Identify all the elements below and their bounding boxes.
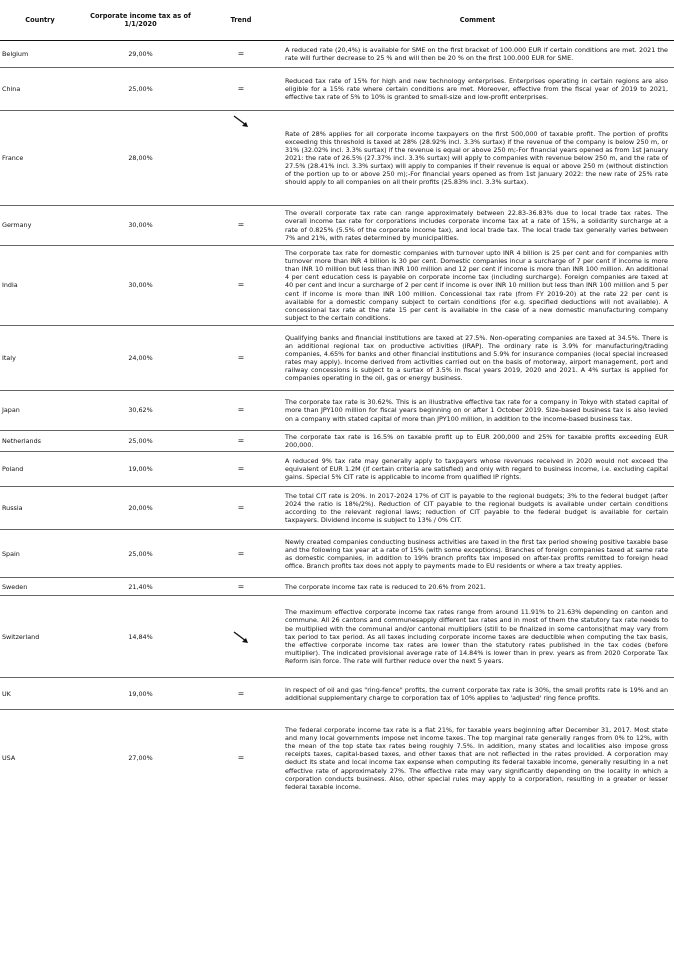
trend-equal: =: [237, 581, 245, 591]
table-row: [0, 596, 674, 678]
rate-cell: 30,00%: [128, 221, 153, 230]
rate-cell: 14,84%: [128, 632, 153, 641]
country-cell: Japan: [2, 406, 20, 415]
trend-cell: [201, 710, 281, 807]
trend-cell: [201, 596, 281, 678]
comment-cell: The maximum effective corporate income tax rates range from around 11.91% to 21.63% depending on canton and commune. All 26 cantons and communesapply different tax rates and in most of them the statutory tax rate needs to be multiplied with the communal and/or cantonal multipliers (still to be finalized in some cantons)that may vary from tax period to tax period. As all taxes including corporate income taxes are deductible when computing the tax basis, the effective corporate income tax rates are lower than the statutory rates published in the tax codes (before multiplier). The indicated provisional average rate of 14.84% is lower than in prev. years as from 2020 Corporate Tax Reform isin force. The rate will further reduce over the next 5 years.: [285, 608, 668, 665]
country-cell: Italy: [2, 353, 16, 362]
trend-equal: =: [237, 503, 245, 513]
rate-cell: 19,00%: [128, 465, 153, 474]
table-row: [0, 111, 674, 206]
trend-cell: [201, 111, 281, 206]
rate-cell: 20,00%: [128, 504, 153, 513]
comment-cell: A reduced 9% tax rate may generally apply to taxpayers whose revenues received in 2020 would not exceed the equivalent of EUR 1.2M (if certain criteria are satisfied) and only with regard to business income, i.e. excluding capital gains. Special 5% CIT rate is applicable to income from qualified IP rights.: [285, 457, 668, 482]
trend-equal: =: [237, 220, 245, 230]
arrow-down-right-icon: [232, 630, 250, 644]
header-trend: Trend: [230, 15, 252, 24]
comment-cell: In respect of oil and gas "ring-fence" profits, the current corporate tax rate is 30%, the small profits rate is 19% and an additional supplementary charge to corporation tax of 10% applies to 'adjusted' ring fence profits.: [285, 685, 668, 702]
comment-cell: Rate of 28% applies for all corporate income taxpayers on the first 500,000 of taxable profit. The portion of profits exceeding this threshold is taxed at 28% (28.92% incl. 3.3% surtax) if the revenue of the company is below 250 m, or 31% (32.02% incl. 3.3% surtax) if the revenue is equal or above 250 m;-For financial years opened as from 1st January 2021: the rate of 26.5% (27.37% incl. 3.3% surtax) will apply to companies with revenue below 250 m, and the rate of 27.5% (28.41% incl. 3.3% surtax) will apply to companies if their revenue is equal or above 250 m (without distinction of the portion up to or above 250 m);-For financial years opened as from 1st January 2022: the new rate of 25% rate should apply to all companies on all their profits (25.83% incl. 3.3% surtax).: [285, 129, 668, 187]
table-row: [0, 246, 674, 326]
table-row: [0, 431, 674, 452]
rate-cell: 30,00%: [128, 281, 153, 290]
trend-cell: [201, 41, 281, 68]
country-cell: Netherlands: [2, 437, 41, 446]
country-cell: France: [2, 153, 24, 162]
trend-cell: [201, 206, 281, 246]
trend-equal: =: [237, 405, 245, 415]
comment-cell: The total CIT rate is 20%. In 2017-2024 17% of CIT is payable to the regional budgets; 3% to the federal budget (after 2024 the ratio is 18%/2%). Reduction of CIT payable to the regional budgets is available under certain conditions according to the relevant regional laws; reduction of CIT payable to the federal budget is available for certain taxpayers. Dividend income is subject to 13% / 0% CIT.: [285, 492, 668, 525]
country-cell: USA: [2, 754, 16, 763]
rate-cell: 30,62%: [128, 406, 153, 415]
trend-equal: =: [237, 548, 245, 558]
trend-cell: [201, 431, 281, 452]
trend-cell: [201, 326, 281, 391]
trend-cell: [201, 530, 281, 578]
rate-cell: 19,00%: [128, 689, 153, 698]
rate-cell: 25,00%: [128, 437, 153, 446]
country-cell: India: [2, 281, 18, 290]
table-row: [0, 391, 674, 431]
comment-cell: The federal corporate income tax rate is a flat 21%, for taxable years beginning after December 31, 2017. Most state and many local governments impose net income taxes. The top marginal rate generally ranges from 0% to 12%, with the mean of the top state tax rates being roughly 7.5%. In addition, many states and localities also impose gross receipts taxes, capital-based taxes, and other taxes that are not reflected in the rates provided. A corporation may deduct its state and local income tax expense when computing its federal taxable income, generally resulting in a net effective rate of approximately 27%. The effective rate may vary significantly depending on the locality in which a corporation conducts business. Also, other special rules may apply to a corporation, resulting in a greater or lesser federal taxable income.: [285, 726, 668, 791]
country-cell: Switzerland: [2, 632, 40, 641]
rate-cell: 29,00%: [128, 49, 153, 58]
table-row: [0, 68, 674, 111]
trend-equal: =: [237, 464, 245, 474]
rate-cell: 25,00%: [128, 549, 153, 558]
arrow-down-right-icon: [232, 114, 250, 128]
comment-cell: The corporate tax rate for domestic companies with turnover upto INR 4 billion is 25 per cent and for companies with turnover more than INR 4 billion is 30 per cent. Domestic companies incur a surcharge of 7 per cent if income is more than INR 10 million but less than INR 100 million and 12 per cent if income is more than INR 100 million. An additional 4 per cent education cess is payable on corporate income tax (including surcharge). Foreign companies are taxed at 40 per cent and incur a surcharge of 2 per cent if income is over INR 10 million but less than INR 100 million and 5 per cent if income is more than INR 100 million. Concessional tax rate (from FY 2019-20) at the rate 22 per cent is available for a domestic company subject to certain conditions (for e.g. specified deductions will not available). A concessional tax rate at the rate 15 per cent is available in the case of a new domestic manufacturing company subject to the certain conditions.: [285, 249, 668, 322]
trend-cell: [201, 678, 281, 710]
country-cell: Germany: [2, 221, 32, 230]
country-cell: China: [2, 84, 21, 93]
table-row: [0, 206, 674, 246]
comment-cell: A reduced rate (20,4%) is available for SME on the first bracket of 100.000 EUR if certain conditions are met. 2021 the rate will further decrease to 25 % and will then be 20 % on the first 100.000 EUR for SME.: [285, 45, 668, 62]
comment-cell: Newly created companies conducting business activities are taxed in the first tax period showing positive taxable base and the following tax year at a rate of 15% (with some exceptions). Branches of foreign companies taxed at same rate as domestic companies, in addition to 19% branch profits tax imposed on after-tax profits remitted to foreign head office. Branch profits tax does not apply to payments made to EU residents or where a tax treaty applies.: [285, 537, 668, 570]
table-row: [0, 487, 674, 530]
rate-cell: 21,40%: [128, 582, 153, 591]
rate-cell: 27,00%: [128, 754, 153, 763]
country-cell: Russia: [2, 504, 23, 513]
trend-equal: =: [237, 436, 245, 446]
table-row: [0, 326, 674, 391]
trend-equal: =: [237, 688, 245, 698]
header-rate: Corporate income tax as of 1/1/2020: [90, 11, 191, 28]
rate-cell: 28,00%: [128, 153, 153, 162]
country-cell: Sweden: [2, 582, 28, 591]
trend-equal: =: [237, 753, 245, 763]
trend-cell: [201, 391, 281, 431]
table-row: [0, 578, 674, 596]
trend-cell: [201, 578, 281, 596]
trend-cell: [201, 452, 281, 487]
table-row: [0, 710, 674, 807]
trend-equal: =: [237, 48, 245, 58]
comment-cell: Qualifying banks and financial institutions are taxed at 27.5%. Non-operating companies are taxed at 34.5%. There is an additional regional tax on productive activities (IRAP). The ordinary rate is 3.9% for manufacturing/trading companies, 4.65% for banks and other financial institutions and 5.9% for insurance companies (local special increased rates may apply). Income derived from activities carried out on the basis of motorway, airport management, port and railway concessions is subject to a surtax of 3.5% in fiscal years 2019, 2020 and 2021. A 4% surtax is applied for companies operating in the oil, gas or energy business.: [285, 333, 668, 383]
header-country: Country: [25, 15, 55, 24]
trend-equal: =: [237, 352, 245, 362]
country-cell: Belgium: [2, 49, 29, 58]
country-cell: UK: [2, 689, 11, 698]
table-row: [0, 452, 674, 487]
trend-equal: =: [237, 83, 245, 93]
trend-equal: =: [237, 280, 245, 290]
comment-cell: The corporate income tax rate is reduced to 20.6% from 2021.: [285, 582, 486, 591]
table-body: [0, 41, 674, 807]
table-row: [0, 41, 674, 68]
table-row: [0, 530, 674, 578]
trend-cell: [201, 487, 281, 530]
country-cell: Poland: [2, 465, 24, 474]
trend-cell: [201, 68, 281, 111]
comment-cell: The corporate tax rate is 30.62%. This is an illustrative effective tax rate for a company in Tokyo with stated capital of more than JPY100 million for fiscal years beginning on or after 1 October 2019. Size-based business tax is also levied on a company with stated capital of more than JPY100 million, in addition to the income-based business tax.: [285, 398, 668, 423]
trend-cell: [201, 246, 281, 326]
header-comment: Comment: [459, 15, 496, 24]
table-row: [0, 678, 674, 710]
comment-cell: Reduced tax rate of 15% for high and new technology enterprises. Enterprises operating in certain regions are also eligible for a 15% rate where certain conditions are met. Moreover, effective from the fiscal year of 2019 to 2021, effective tax rate of 5% to 10% is granted to small-size and low-profit enterprises.: [285, 76, 668, 102]
comment-cell: The corporate tax rate is 16.5% on taxable profit up to EUR 200,000 and 25% for taxable profits exceeding EUR 200,000.: [285, 433, 668, 450]
comment-cell: The overall corporate tax rate can range approximately between 22.83-36.83% due to local trade tax rates. The overall income tax rate for corporations includes corporate income tax at a rate of 15%, a solidarity surcharge at a rate of 0.825% (5.5% of the corporate income tax), and local trade tax. The local trade tax generally varies between 7% and 21%, with rates determined by municipalities.: [285, 209, 668, 242]
rate-cell: 24,00%: [128, 353, 153, 362]
table-header: [0, 0, 674, 41]
rate-cell: 25,00%: [128, 84, 153, 93]
country-cell: Spain: [2, 549, 20, 558]
